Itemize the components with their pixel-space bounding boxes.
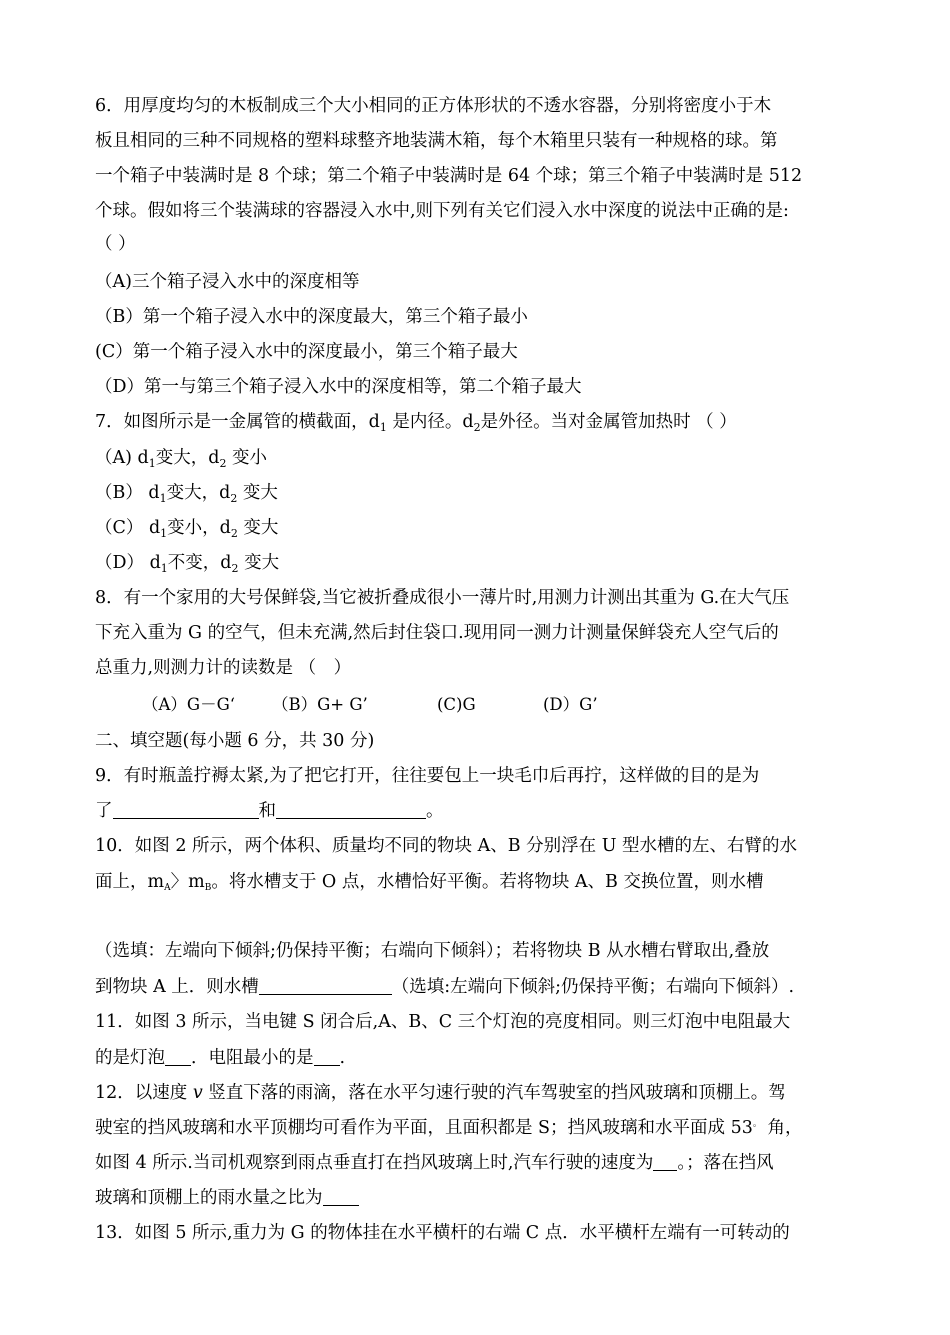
q7-stem: [95, 409, 737, 435]
q10-sub-b: B: [204, 883, 212, 893]
q8-option-b: （B）G+ G’: [272, 695, 368, 714]
q8-option-d: (D）G’: [543, 695, 598, 714]
q7-option-c-label: （C） d: [95, 518, 161, 538]
q7-option-d-sub2: 2: [231, 562, 239, 575]
q7-option-a-text: 变大，d: [155, 448, 220, 468]
q6-line-3: 一个箱子中装满时是 8 个球；第二个箱子中装满时是 64 个球；第三个箱子中装满时是 512: [95, 166, 803, 186]
q8-line-1: 8．有一个家用的大号保鲜袋,当它被折叠成很小一薄片时,用测力计测出其重为 G.在大气压: [95, 588, 790, 608]
q7-option-b-text: 变大，d: [166, 483, 231, 503]
q13-line-1: 13．如图 5 所示,重力为 G 的物体挂在水平横杆的右端 C 点．水平横杆左端有一可转动的: [95, 1223, 790, 1243]
q7-option-d: [95, 550, 279, 576]
q7-option-d-sub1: 1: [160, 562, 168, 575]
q12-l4-text: 玻璃和顶棚上的雨水量之比为: [95, 1188, 323, 1208]
q8-options: [142, 692, 598, 718]
q7-option-c-end: 变大: [237, 518, 279, 538]
q9-post: 。: [426, 801, 444, 821]
q7-option-b-label: （B） d: [95, 483, 160, 503]
q7-option-a-label: （A) d: [95, 448, 149, 468]
q7-option-b-sub2: 2: [230, 492, 238, 505]
q12-blank-1[interactable]: [653, 1152, 677, 1171]
q6-line-1: 6．用厚度均匀的木板制成三个大小相同的正方体形状的不透水容器，分别将密度小于木: [95, 96, 772, 116]
q12-l3-pre: 如图 4 所示.当司机观察到雨点垂直打在挡风玻璃上时,汽车行驶的速度为: [95, 1153, 654, 1173]
q12-line-1: [95, 1080, 786, 1106]
q6-answer-paren: （ ）: [95, 234, 136, 254]
q9-mid: 和: [258, 801, 276, 821]
q10-blank[interactable]: [259, 976, 392, 995]
q6-option-a: （A)三个箱子浸入水中的深度相等: [95, 272, 360, 292]
q9-line-1: 9．有时瓶盖拧褥太紧,为了把它打开，往往要包上一块毛巾后再拧，这样做的目的是为: [95, 766, 760, 786]
q11-l2-mid: ．电阻最小的是: [191, 1048, 314, 1068]
q7-stem-mid: 是内径。d: [386, 412, 474, 432]
q12-l2-pre: 驶室的挡风玻璃和水平顶棚均可看作为平面，且面积都是 S；挡风玻璃和水平面成 53: [95, 1118, 753, 1138]
q10-l4-pre: 到物块 A 上．则水槽: [95, 977, 259, 997]
q7-option-b: [95, 480, 278, 506]
q7-stem-sub2: 2: [473, 421, 481, 434]
q6-line-2: 板且相同的三种不同规格的塑料球整齐地装满木箱，每个木箱里只装有一种规格的球。第: [95, 131, 778, 151]
q7-option-a-sub1: 1: [148, 457, 156, 470]
q10-l2-pre: 面上，m: [95, 872, 165, 892]
q8-line-2: 下充入重为 G 的空气，但未充满,然后封住袋口.现用同一测力计测量保鲜袋充人空气后的: [95, 623, 779, 643]
q7-option-a-sub2: 2: [219, 457, 227, 470]
q12-line-2: [95, 1115, 802, 1141]
q10-sub-a: A: [164, 883, 171, 893]
q9-line-2: [95, 798, 444, 824]
q12-blank-2[interactable]: [323, 1187, 359, 1206]
q10-l4-post: （选填:左端向下倾斜;仍保持平衡；右端向下倾斜）.: [391, 977, 795, 997]
q12-l2-post: 角，: [761, 1118, 803, 1138]
q11-line-1: 11．如图 3 所示，当电键 S 闭合后,A、B、C 三个灯泡的亮度相同。则三灯泡中电阻最大: [95, 1012, 791, 1032]
q12-l1-pre: 12．以速度: [95, 1083, 193, 1103]
q11-line-2: [95, 1045, 345, 1071]
q7-option-a: [95, 445, 267, 471]
q7-option-c-sub1: 1: [160, 527, 168, 540]
q12-line-4: [95, 1185, 359, 1211]
q7-stem-post: 是外径。当对金属管加热时 （ ）: [480, 412, 737, 432]
q7-option-c-text: 变小，d: [167, 518, 231, 538]
q10-l2-mid: 〉m: [170, 872, 205, 892]
q9-blank-1[interactable]: [113, 800, 259, 819]
q10-line-3: （选填：左端向下倾斜;仍保持平衡；右端向下倾斜）；若将物块 B 从水槽右臂取出,叠放: [95, 941, 770, 961]
q9-pre: 了: [95, 801, 113, 821]
q6-option-b: （B）第一个箱子浸入水中的深度最大，第三个箱子最小: [95, 307, 528, 327]
q7-option-d-label: （D） d: [95, 553, 161, 573]
q12-line-3: [95, 1150, 774, 1176]
q11-blank-1[interactable]: [165, 1047, 191, 1066]
q8-option-c: (C)G: [437, 695, 476, 714]
q8-option-a: （A）G－G‘: [142, 695, 236, 714]
q10-line-1: 10．如图 2 所示，两个体积、质量均不同的物块 A、B 分别浮在 U 型水槽的左、右臂的水: [95, 836, 798, 856]
q12-l1-post: 竖直下落的雨滴，落在水平匀速行驶的汽车驾驶室的挡风玻璃和顶棚上。驾: [202, 1083, 786, 1103]
q7-stem-pre: 7．如图所示是一金属管的横截面，d: [95, 412, 380, 432]
q10-line-2: [95, 869, 763, 895]
q12-velocity-symbol: v: [192, 1083, 203, 1103]
q10-line-4: [95, 974, 794, 1000]
q11-l2-pre: 的是灯泡: [95, 1048, 165, 1068]
q11-l2-post: .: [339, 1048, 346, 1068]
q8-line-3: 总重力,则测力计的读数是 （ ）: [95, 658, 352, 678]
q7-option-b-sub1: 1: [159, 492, 167, 505]
q9-blank-2[interactable]: [276, 800, 426, 819]
q7-option-d-text: 不变，d: [167, 553, 232, 573]
q7-stem-sub1: 1: [379, 421, 387, 434]
q6-line-4: 个球。假如将三个装满球的容器浸入水中,则下列有关它们浸入水中深度的说法中正确的是:: [95, 201, 789, 221]
q7-option-d-end: 变大: [238, 553, 280, 573]
q12-l3-post: 。；落在挡风: [677, 1153, 774, 1173]
q7-option-c: [95, 515, 278, 541]
q11-blank-2[interactable]: [314, 1047, 340, 1066]
q7-option-a-end: 变小: [226, 448, 268, 468]
q6-option-c: (C）第一个箱子浸入水中的深度最小，第三个箱子最大: [95, 342, 518, 362]
q12-degree-mark: 。: [752, 1119, 762, 1129]
q6-option-d: （D）第一与第三个箱子浸入水中的深度相等，第二个箱子最大: [95, 377, 582, 397]
q10-l2-post: 。将水槽支于 O 点，水槽恰好平衡。若将物块 A、B 交换位置，则水槽: [211, 872, 764, 892]
q7-option-b-end: 变大: [237, 483, 278, 503]
q7-option-c-sub2: 2: [230, 527, 238, 540]
section-heading-fill-in: 二、填空题(每小题 6 分，共 30 分): [95, 731, 375, 751]
